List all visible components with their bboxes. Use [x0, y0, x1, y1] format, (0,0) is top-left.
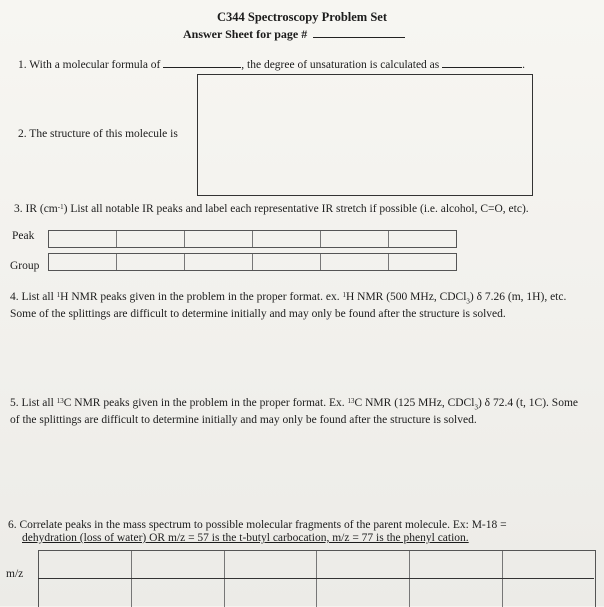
question-5 [10, 397, 578, 427]
ir-group-cell[interactable] [49, 254, 117, 270]
question-5-text-b: C NMR peaks given in the problem in the proper format. Ex. [63, 397, 348, 409]
peak-row-label: Peak [12, 230, 35, 242]
question-4-sub: 3 [466, 297, 470, 306]
mass-spec-cell[interactable] [503, 551, 595, 607]
mass-spec-cell[interactable] [132, 551, 225, 607]
question-1-prefix: 1. With a molecular formula of [18, 59, 161, 71]
mass-spec-cell[interactable] [410, 551, 503, 607]
ir-peak-cell[interactable] [49, 231, 117, 247]
question-4-text-a: 4. List all [10, 291, 57, 303]
question-4-text-b: H NMR peaks given in the problem in the proper format. ex. [60, 291, 343, 303]
ir-group-cell[interactable] [321, 254, 389, 270]
question-3-text-b: ) List all notable IR peaks and label each representative IR stretch if possible (i.e. alcohol, C=O, etc). [63, 203, 529, 215]
question-5-text-c: C NMR (125 MHz, CDCl [354, 397, 475, 409]
mass-spec-cell[interactable] [317, 551, 410, 607]
mass-spec-row-divider [38, 578, 594, 579]
question-4-sup-1: 1 [56, 291, 61, 299]
question-4 [10, 291, 576, 321]
question-4-sup-2: 1 [342, 291, 346, 299]
question-6 [8, 519, 592, 545]
structure-drawing-box[interactable] [197, 74, 533, 196]
page-subtitle [183, 27, 405, 42]
ir-peak-cell[interactable] [117, 231, 185, 247]
question-3 [14, 203, 529, 216]
question-5-sup-2: 13 [347, 397, 355, 405]
ir-group-cell[interactable] [117, 254, 185, 270]
question-1 [18, 57, 525, 72]
question-6-text-b: dehydration (loss of water) OR m/z = 57 is the t-butyl carbocation, m/z = 77 is the phenyl cation. [22, 532, 469, 544]
mass-spec-cell[interactable] [39, 551, 132, 607]
ir-group-cell[interactable] [185, 254, 253, 270]
question-5-sub: 3 [474, 403, 478, 412]
question-2: 2. The structure of this molecule is [18, 128, 178, 140]
question-1-suffix: . [522, 59, 526, 71]
question-5-text-a: 5. List all [10, 397, 57, 409]
mass-spec-cell[interactable] [225, 551, 318, 607]
degree-unsaturation-blank[interactable] [442, 57, 522, 68]
group-row-label: Group [10, 260, 40, 272]
ir-group-cell[interactable] [253, 254, 321, 270]
page-number-blank[interactable] [313, 27, 405, 38]
ir-peak-cell[interactable] [253, 231, 321, 247]
molecular-formula-blank[interactable] [163, 57, 241, 68]
subtitle-text: Answer Sheet for page # [183, 27, 308, 41]
question-3-sup: -1 [57, 203, 64, 211]
mz-row-label: m/z [6, 568, 24, 580]
question-3-text-a: 3. IR (cm [14, 203, 58, 215]
question-4-text-d: ) δ 7.26 (m, 1H), etc. Some of the splittings are difficult to determine initially and may only be found after the structure is solved. [10, 291, 567, 321]
question-5-sup-1: 13 [56, 397, 64, 405]
ir-peak-row[interactable] [48, 230, 457, 248]
ir-peak-cell[interactable] [185, 231, 253, 247]
ir-peak-cell[interactable] [321, 231, 389, 247]
question-5-text-d: ) δ 72.4 (t, 1C). Some of the splittings are difficult to determine initially and may only be found after the structure is solved. [10, 397, 579, 427]
question-4-text-c: H NMR (500 MHz, CDCl [345, 291, 467, 303]
ir-group-row[interactable] [48, 253, 457, 271]
question-1-middle: , the degree of unsaturation is calculated as [241, 59, 440, 71]
ir-group-cell[interactable] [389, 254, 456, 270]
ir-peak-cell[interactable] [389, 231, 456, 247]
question-6-text-a: 6. Correlate peaks in the mass spectrum to possible molecular fragments of the parent molecule. Ex: M-18 = [8, 519, 507, 531]
page-title: C344 Spectroscopy Problem Set [216, 10, 387, 24]
